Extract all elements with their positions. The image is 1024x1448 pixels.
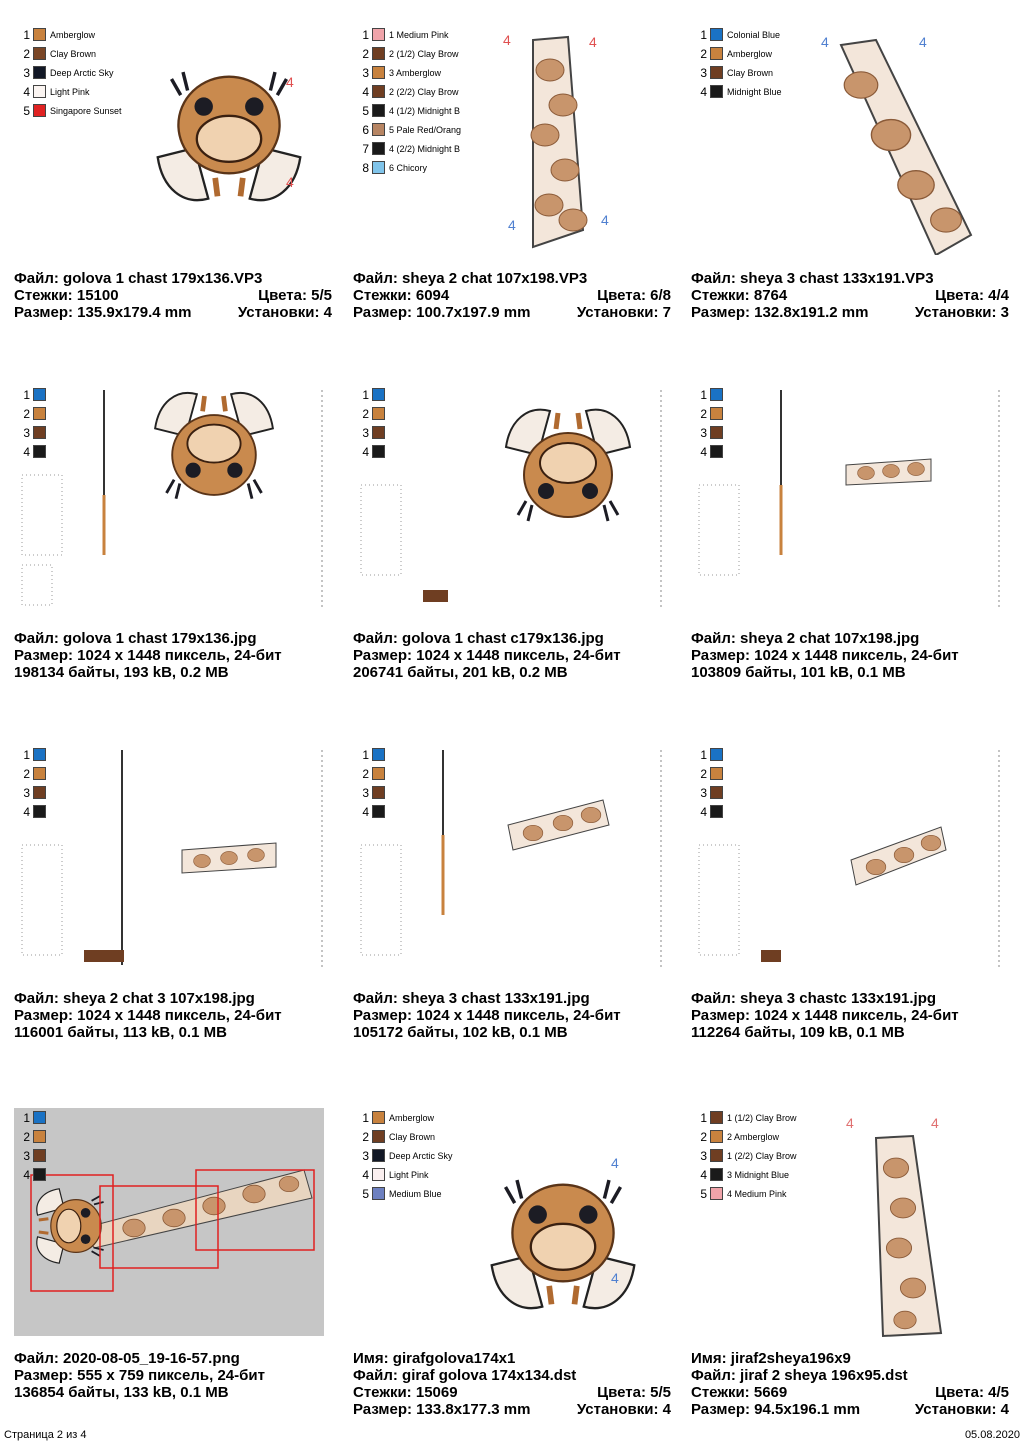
design-size: Размер: 135.9x179.4 mm <box>14 304 192 321</box>
settings-count: Установки: 4 <box>914 1401 1009 1418</box>
legend-item: 1 <box>697 745 723 764</box>
file-info <box>353 630 671 681</box>
color-swatch <box>372 66 385 79</box>
design-size: Размер: 100.7x197.9 mm <box>353 304 531 321</box>
legend-item: 4 <box>20 1165 46 1184</box>
file-name: Файл: sheya 3 chast 133x191.VP3 <box>691 270 934 287</box>
color-swatch <box>372 104 385 117</box>
svg-text:4: 4 <box>931 1115 939 1131</box>
legend-item: 2 <box>697 764 723 783</box>
color-legend <box>20 385 46 461</box>
file-name: Файл: golova 1 chast c179x136.jpg <box>353 630 604 647</box>
design-name: Имя: girafgolova174x1 <box>353 1350 516 1367</box>
file-size: 116001 байты, 113 kB, 0.1 MB <box>14 1024 227 1041</box>
svg-text:4: 4 <box>286 174 294 190</box>
color-swatch <box>710 28 723 41</box>
color-swatch <box>710 66 723 79</box>
color-legend <box>359 385 385 461</box>
print-date: 05.08.2020 <box>964 1429 1020 1441</box>
settings-count: Установки: 4 <box>576 1401 671 1418</box>
color-swatch <box>33 805 46 818</box>
legend-item: 2 Amberglow <box>700 46 773 61</box>
svg-text:4: 4 <box>503 32 511 48</box>
svg-text:4: 4 <box>611 1155 619 1171</box>
legend-item: 5 4 (1/2) Midnight B <box>362 103 461 118</box>
color-swatch <box>372 426 385 439</box>
color-legend <box>359 1108 453 1203</box>
legend-item: 2 Clay Brown <box>362 1129 436 1144</box>
color-swatch <box>710 767 723 780</box>
jpg-page-preview <box>691 745 1011 975</box>
legend-item: 7 4 (2/2) Midnight B <box>362 141 461 156</box>
file-name: Файл: sheya 2 chat 107x198.VP3 <box>353 270 588 287</box>
color-swatch <box>33 407 46 420</box>
svg-text:4: 4 <box>601 212 609 228</box>
legend-item: 3 <box>20 783 46 802</box>
file-info <box>691 990 1009 1041</box>
color-legend <box>697 385 723 461</box>
image-dimensions: Размер: 1024 x 1448 пиксель, 24-бит <box>353 647 621 664</box>
color-swatch <box>710 1111 723 1124</box>
legend-item: 3 1 (2/2) Clay Brow <box>700 1148 797 1163</box>
color-swatch <box>710 1130 723 1143</box>
file-size: 112264 байты, 109 kB, 0.1 MB <box>691 1024 905 1041</box>
stitch-count: Стежки: 5669 <box>691 1384 788 1401</box>
color-swatch <box>710 786 723 799</box>
file-size: 136854 байты, 133 kB, 0.1 MB <box>14 1384 229 1401</box>
color-swatch <box>372 1149 385 1162</box>
color-swatch <box>372 47 385 60</box>
file-info <box>691 1350 1009 1418</box>
legend-item: 8 6 Chicory <box>362 160 428 175</box>
design-size: Размер: 94.5x196.1 mm <box>691 1401 861 1418</box>
legend-item: 1 Amberglow <box>362 1110 435 1125</box>
file-info <box>14 630 332 681</box>
legend-item: 4 Light Pink <box>362 1167 429 1182</box>
color-swatch <box>710 445 723 458</box>
svg-text:4: 4 <box>611 1270 619 1286</box>
legend-item: 2 <box>359 764 385 783</box>
legend-item: 3 Deep Arctic Sky <box>362 1148 453 1163</box>
file-size: 198134 байты, 193 kB, 0.2 MB <box>14 664 229 681</box>
color-swatch <box>33 388 46 401</box>
file-info <box>353 1350 671 1418</box>
legend-item: 4 <box>20 442 46 461</box>
legend-item: 1 <box>20 745 46 764</box>
file-size: 105172 байты, 102 kB, 0.1 MB <box>353 1024 568 1041</box>
color-swatch <box>710 805 723 818</box>
color-swatch <box>33 445 46 458</box>
legend-item: 6 5 Pale Red/Orang <box>362 122 461 137</box>
legend-item: 3 Deep Arctic Sky <box>23 65 114 80</box>
legend-item: 1 <box>359 385 385 404</box>
legend-item: 3 Clay Brown <box>700 65 774 80</box>
color-swatch <box>372 161 385 174</box>
color-swatch <box>33 104 46 117</box>
color-swatch <box>33 28 46 41</box>
legend-item: 4 Midnight Blue <box>700 84 782 99</box>
file-name: Файл: 2020-08-05_19-16-57.png <box>14 1350 240 1367</box>
color-swatch <box>33 1149 46 1162</box>
color-swatch <box>33 85 46 98</box>
color-swatch <box>710 1168 723 1181</box>
file-info <box>353 990 671 1041</box>
file-name: Файл: sheya 2 chat 3 107x198.jpg <box>14 990 255 1007</box>
color-swatch <box>33 47 46 60</box>
stitch-count: Стежки: 6094 <box>353 287 450 304</box>
file-name: Файл: giraf golova 174x134.dst <box>353 1367 577 1384</box>
color-swatch <box>372 123 385 136</box>
color-legend <box>697 1108 797 1203</box>
stitch-count: Стежки: 8764 <box>691 287 788 304</box>
legend-item: 2 <box>359 404 385 423</box>
color-swatch <box>33 1130 46 1143</box>
settings-count: Установки: 3 <box>914 304 1009 321</box>
jpg-page-preview <box>353 385 673 615</box>
color-count: Цвета: 5/5 <box>258 287 332 304</box>
color-swatch <box>372 85 385 98</box>
file-name: Файл: golova 1 chast 179x136.jpg <box>14 630 257 647</box>
file-info <box>353 270 671 321</box>
png-screenshot-preview <box>14 1108 334 1338</box>
file-name: Файл: sheya 3 chast 133x191.jpg <box>353 990 590 1007</box>
color-legend <box>697 745 723 821</box>
svg-text:4: 4 <box>919 34 927 50</box>
legend-item: 1 <box>20 1108 46 1127</box>
color-swatch <box>710 388 723 401</box>
legend-item: 1 <box>20 385 46 404</box>
file-name: Файл: jiraf 2 sheya 196x95.dst <box>691 1367 908 1384</box>
image-dimensions: Размер: 555 x 759 пиксель, 24-бит <box>14 1367 265 1384</box>
legend-item: 1 Amberglow <box>23 27 96 42</box>
legend-item: 4 <box>359 802 385 821</box>
legend-item: 5 Singapore Sunset <box>23 103 122 118</box>
legend-item: 5 Medium Blue <box>362 1186 442 1201</box>
color-swatch <box>710 1187 723 1200</box>
svg-text:4: 4 <box>846 1115 854 1131</box>
file-info <box>14 990 332 1041</box>
design-size: Размер: 132.8x191.2 mm <box>691 304 869 321</box>
legend-item: 3 <box>20 1146 46 1165</box>
stitch-count: Стежки: 15069 <box>353 1384 458 1401</box>
legend-item: 1 1 Medium Pink <box>362 27 449 42</box>
color-swatch <box>33 748 46 761</box>
jpg-page-preview <box>353 745 673 975</box>
jpg-page-preview <box>691 385 1011 615</box>
color-swatch <box>372 142 385 155</box>
svg-text:4: 4 <box>508 217 516 233</box>
svg-text:4: 4 <box>286 74 294 90</box>
color-swatch <box>33 786 46 799</box>
color-swatch <box>372 388 385 401</box>
color-swatch <box>372 445 385 458</box>
file-info <box>14 1350 332 1401</box>
legend-item: 4 3 Midnight Blue <box>700 1167 790 1182</box>
legend-item: 1 1 (1/2) Clay Brow <box>700 1110 797 1125</box>
color-swatch <box>710 47 723 60</box>
legend-item: 4 <box>20 802 46 821</box>
color-swatch <box>33 1168 46 1181</box>
color-swatch <box>33 66 46 79</box>
legend-item: 1 Colonial Blue <box>700 27 781 42</box>
legend-item: 4 <box>697 442 723 461</box>
legend-item: 4 Light Pink <box>23 84 90 99</box>
legend-item: 1 <box>359 745 385 764</box>
page-number: Страница 2 из 4 <box>4 1429 87 1441</box>
color-count: Цвета: 6/8 <box>597 287 671 304</box>
color-swatch <box>710 407 723 420</box>
color-swatch <box>372 805 385 818</box>
file-size: 103809 байты, 101 kB, 0.1 MB <box>691 664 906 681</box>
color-swatch <box>33 767 46 780</box>
legend-item: 2 <box>20 404 46 423</box>
image-dimensions: Размер: 1024 x 1448 пиксель, 24-бит <box>14 647 282 664</box>
svg-text:4: 4 <box>821 34 829 50</box>
color-legend <box>20 745 46 821</box>
image-dimensions: Размер: 1024 x 1448 пиксель, 24-бит <box>691 647 959 664</box>
color-count: Цвета: 4/5 <box>935 1384 1009 1401</box>
color-swatch <box>33 426 46 439</box>
svg-text:4: 4 <box>589 34 597 50</box>
color-legend <box>697 25 782 101</box>
color-legend <box>359 25 461 177</box>
color-swatch <box>372 786 385 799</box>
color-swatch <box>372 1111 385 1124</box>
legend-item: 2 <box>20 764 46 783</box>
color-swatch <box>33 1111 46 1124</box>
jpg-page-preview <box>14 385 334 615</box>
legend-item: 1 <box>697 385 723 404</box>
color-legend <box>20 25 122 120</box>
color-swatch <box>710 426 723 439</box>
legend-item: 3 <box>697 423 723 442</box>
image-dimensions: Размер: 1024 x 1448 пиксель, 24-бит <box>691 1007 959 1024</box>
file-info <box>14 270 332 321</box>
color-swatch <box>372 1187 385 1200</box>
color-swatch <box>372 1168 385 1181</box>
file-info <box>691 270 1009 321</box>
design-name: Имя: jiraf2sheya196x9 <box>691 1350 851 1367</box>
legend-item: 3 <box>359 783 385 802</box>
settings-count: Установки: 7 <box>576 304 671 321</box>
legend-item: 3 <box>359 423 385 442</box>
file-info <box>691 630 1009 681</box>
file-name: Файл: golova 1 chast 179x136.VP3 <box>14 270 263 287</box>
color-legend <box>20 1108 46 1184</box>
image-dimensions: Размер: 1024 x 1448 пиксель, 24-бит <box>14 1007 282 1024</box>
legend-item: 3 <box>697 783 723 802</box>
legend-item: 3 3 Amberglow <box>362 65 442 80</box>
design-size: Размер: 133.8x177.3 mm <box>353 1401 531 1418</box>
legend-item: 2 <box>697 404 723 423</box>
legend-item: 2 2 (1/2) Clay Brow <box>362 46 459 61</box>
legend-item: 2 Clay Brown <box>23 46 97 61</box>
color-swatch <box>372 1130 385 1143</box>
legend-item: 4 2 (2/2) Clay Brow <box>362 84 459 99</box>
color-swatch <box>710 85 723 98</box>
legend-item: 4 <box>359 442 385 461</box>
image-dimensions: Размер: 1024 x 1448 пиксель, 24-бит <box>353 1007 621 1024</box>
legend-item: 2 2 Amberglow <box>700 1129 780 1144</box>
legend-item: 5 4 Medium Pink <box>700 1186 787 1201</box>
legend-item: 3 <box>20 423 46 442</box>
color-swatch <box>710 1149 723 1162</box>
color-swatch <box>372 28 385 41</box>
settings-count: Установки: 4 <box>237 304 332 321</box>
color-count: Цвета: 5/5 <box>597 1384 671 1401</box>
file-name: Файл: sheya 2 chat 107x198.jpg <box>691 630 920 647</box>
color-swatch <box>372 767 385 780</box>
color-swatch <box>710 748 723 761</box>
color-swatch <box>372 407 385 420</box>
legend-item: 4 <box>697 802 723 821</box>
stitch-count: Стежки: 15100 <box>14 287 119 304</box>
legend-item: 2 <box>20 1127 46 1146</box>
jpg-page-preview <box>14 745 334 975</box>
color-legend <box>359 745 385 821</box>
color-swatch <box>372 748 385 761</box>
color-count: Цвета: 4/4 <box>935 287 1009 304</box>
file-size: 206741 байты, 201 kB, 0.2 MB <box>353 664 568 681</box>
file-name: Файл: sheya 3 chastc 133x191.jpg <box>691 990 937 1007</box>
